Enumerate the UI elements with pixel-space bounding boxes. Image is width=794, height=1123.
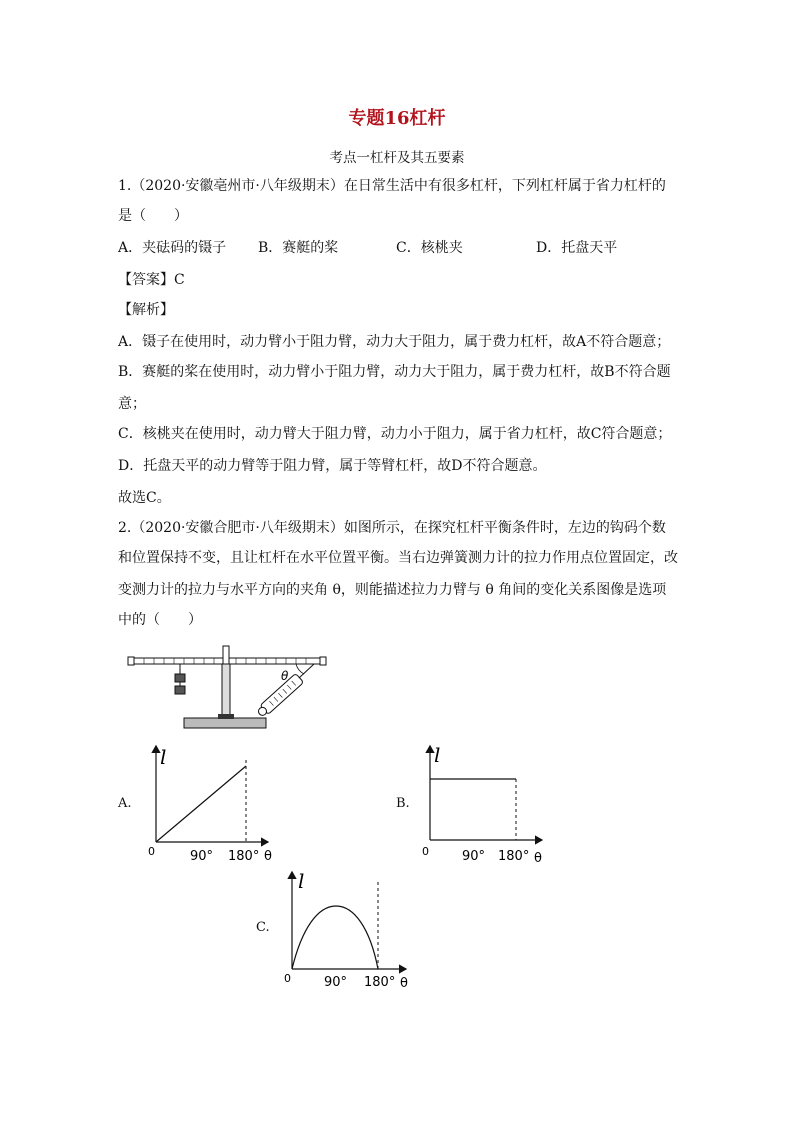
graph-a-tick-90: 90° — [190, 849, 214, 864]
graph-a-xlabel: θ — [264, 849, 272, 864]
q1-analysis-a: A．镊子在使用时，动力臂小于阻力臂，动力大于阻力，属于费力杠杆，故A不符合题意； — [118, 334, 671, 350]
q2-stem-line2: 和位置保持不变，且让杠杆在水平位置平衡。当右边弹簧测力计的拉力作用点位置固定，改 — [118, 550, 678, 566]
q1-option-b: B．赛艇的桨 — [258, 240, 339, 256]
graph-c-tick-180: 180° — [364, 975, 396, 990]
q1-option-a: A．夹砝码的镊子 — [118, 240, 227, 256]
graph-b — [414, 742, 554, 866]
lever-apparatus-figure — [126, 644, 336, 732]
graph-c-option-label: C. — [256, 920, 270, 935]
graph-b-tick-180: 180° — [498, 849, 530, 864]
graph-a — [140, 742, 280, 866]
q1-stem-line2: 是（ ） — [118, 208, 188, 224]
q1-analysis-d: D．托盘天平的动力臂等于阻力臂，属于等臂杠杆，故D不符合题意。 — [118, 458, 547, 474]
graph-a-tick-180: 180° — [228, 849, 260, 864]
stand-base — [184, 718, 266, 728]
q1-option-d: D．托盘天平 — [536, 240, 618, 256]
q1-analysis-heading: 【解析】 — [118, 302, 174, 318]
graph-a-curve — [156, 766, 246, 842]
q1-analysis-b-cont: 意； — [118, 396, 146, 412]
graph-c-origin: 0 — [284, 972, 291, 985]
q2-stem-line3: 变测力计的拉力与水平方向的夹角 θ，则能描述拉力力臂与 θ 角间的变化关系图像是选项 — [118, 582, 667, 598]
graph-c-ylabel: l — [298, 869, 305, 893]
q2-stem-line4: 中的（ ） — [118, 612, 202, 628]
q2-stem-line1: 2.（2020·安徽合肥市·八年级期末）如图所示，在探究杠杆平衡条件时，左边的钩码个数 — [118, 520, 666, 536]
graph-c-tick-90: 90° — [324, 975, 348, 990]
graph-b-option-label: B. — [396, 796, 410, 811]
q1-option-c: C．核桃夹 — [396, 240, 463, 256]
graph-c-curve — [292, 906, 378, 969]
q1-analysis-c: C．核桃夹在使用时，动力臂大于阻力臂，动力小于阻力，属于省力杠杆，故C符合题意； — [118, 426, 672, 442]
hook-weight-1 — [175, 674, 185, 682]
graph-c-xlabel: θ — [400, 976, 408, 991]
graph-b-ylabel: l — [434, 743, 441, 767]
graph-b-tick-90: 90° — [462, 849, 486, 864]
graph-c — [278, 868, 418, 992]
q1-stem-line1: 1.（2020·安徽亳州市·八年级期末）在日常生活中有很多杠杆，下列杠杆属于省力杠杆的 — [118, 178, 666, 194]
graph-a-ylabel: l — [160, 745, 167, 769]
angle-theta-label: θ — [281, 669, 289, 683]
spring-scale — [256, 673, 304, 718]
section-subtitle: 考点一杠杆及其五要素 — [329, 150, 465, 166]
stand-pillar — [222, 664, 230, 716]
page-title: 专题16杠杆 — [348, 108, 446, 129]
graph-b-xlabel: θ — [534, 851, 542, 866]
q1-conclusion: 故选C。 — [118, 490, 171, 506]
graph-a-option-label: A. — [118, 796, 132, 811]
q1-analysis-b: B．赛艇的桨在使用时，动力臂小于阻力臂，动力大于阻力，属于费力杠杆，故B不符合题 — [118, 364, 671, 380]
graph-a-origin: 0 — [148, 845, 155, 858]
q1-answer: 【答案】C — [118, 272, 185, 288]
pivot-pin — [223, 646, 229, 664]
graph-b-origin: 0 — [422, 845, 429, 858]
hook-weight-2 — [175, 686, 185, 694]
